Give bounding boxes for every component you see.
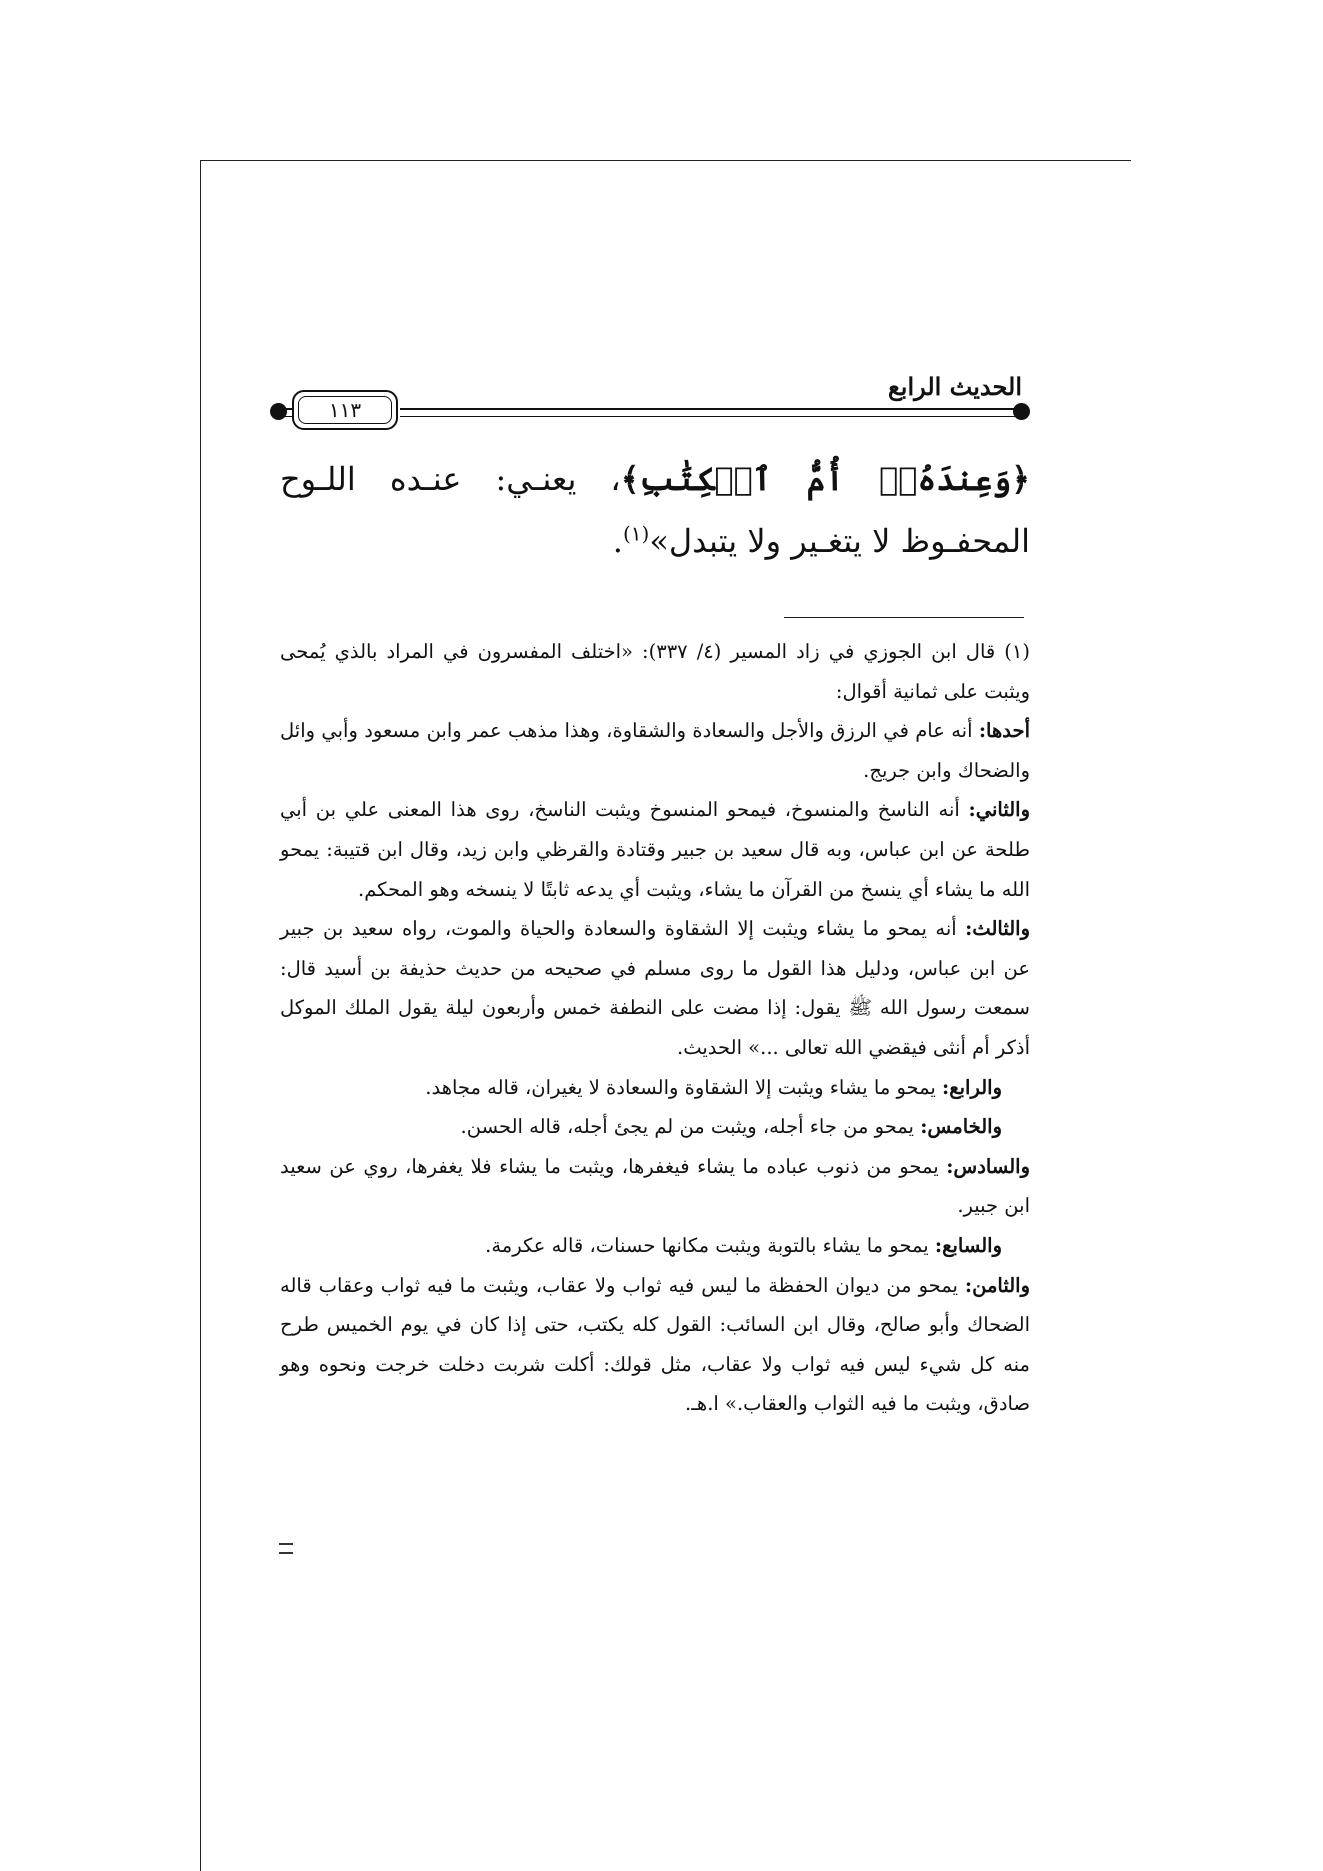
- main-end: .: [612, 522, 623, 560]
- section-end-mark: [279, 1543, 293, 1554]
- footnote-intro: (١) قال ابن الجوزي في زاد المسير (٤/ ٣٣٧): «اختلف المفسرون في المراد بالذي يُمحى ويثبت على ثمانية أقوال:: [280, 640, 1030, 703]
- quran-quote: ﴿وَعِندَهُۥٓ أُمُّ ٱلۡكِتَٰبِ﴾: [620, 460, 1031, 498]
- footnote-item: [280, 790, 1030, 909]
- main-text: [280, 448, 1030, 572]
- page-frame-left-line: [200, 160, 201, 1871]
- item-label: والسادس:: [946, 1154, 1030, 1178]
- item-label: أحدها:: [978, 719, 1030, 743]
- main-body: ، يعنـي: عنـده اللـوح المحفـوظ لا يتغـير ولا يتبدل»: [280, 460, 1030, 560]
- item-text: يمحو من جاء أجله، ويثبت من لم يجئ أجله، قاله الحسن.: [460, 1115, 921, 1139]
- footnote-item: [280, 711, 1030, 790]
- footnote-item: [280, 1147, 1030, 1226]
- footnote-separator: [784, 617, 1024, 618]
- item-text: أنه الناسخ والمنسوخ، فيمحو المنسوخ ويثبت الناسخ، روى هذا المعنى علي بن أبي طلحة عن ابن عباس، وبه قال سعيد بن جبير وقتادة والقرظي وابن زيد، وقال ابن قتيبة: يمحو الله ما يشاء أي ينسخ من القرآن ما يشاء، ويثبت أي يدعه ثابتًا لا ينسخه وهو المحكم.: [280, 798, 1030, 901]
- footnote-item: [280, 1068, 1030, 1108]
- item-text: يمحو ما يشاء ويثبت إلا الشقاوة والسعادة لا يغيران، قاله مجاهد.: [425, 1075, 943, 1099]
- footnotes: [280, 632, 1030, 1424]
- page-header: [270, 372, 1030, 442]
- running-title: الحديث الرابع: [887, 372, 1022, 401]
- page-number-box: [292, 390, 398, 430]
- item-label: والسابع:: [934, 1233, 1002, 1257]
- item-label: والثالث:: [965, 917, 1030, 941]
- item-text: يمحو من ديوان الحفظة ما ليس فيه ثواب ولا عقاب، ويثبت ما فيه ثواب وعقاب قاله الضحاك وأبو صالح، وقال ابن السائب: القول كله يكتب، حتى إذا كان في يوم الخميس طرح منه كل شيء ليس فيه ثواب ولا عقاب، مثل قولك: أكلت شربت دخلت خرجت ونحوه وهو صادق، ويثبت ما فيه الثواب والعقاب.» ا.هـ.: [280, 1273, 1030, 1416]
- header-double-rule: [400, 408, 1018, 417]
- item-label: والخامس:: [920, 1115, 1002, 1139]
- item-label: والثامن:: [964, 1273, 1030, 1297]
- footnote-item: [280, 1107, 1030, 1147]
- item-label: والرابع:: [942, 1075, 1002, 1099]
- item-text: يمحو ما يشاء بالتوبة ويثبت مكانها حسنات، قاله عكرمة.: [485, 1233, 935, 1257]
- ornament-dot-right: [1013, 403, 1030, 420]
- footnote-item: [280, 1266, 1030, 1424]
- footnote-ref: (١): [622, 521, 650, 546]
- footnote-item: [280, 1226, 1030, 1266]
- page-number: ١١٣: [328, 398, 362, 422]
- item-text: أنه يمحو ما يشاء ويثبت إلا الشقاوة والسعادة والحياة والموت، رواه سعيد بن جبير عن ابن عباس، ودليل هذا القول ما روى مسلم في صحيحه من حديث حذيفة بن أسيد قال: سمعت رسول الله ﷺ يقول: إذا مضت على النطفة خمس وأربعون ليلة يقول الملك الموكل أذكر أم أنثى فيقضي الله تعالى ...» الحديث.: [280, 917, 1030, 1059]
- footnote-item: [280, 909, 1030, 1067]
- item-text: أنه عام في الرزق والأجل والسعادة والشقاوة، وهذا مذهب عمر وابن مسعود وأبي وائل والضحاك وابن جريج.: [280, 719, 1030, 782]
- item-text: يمحو من ذنوب عباده ما يشاء فيغفرها، ويثبت ما يشاء فلا يغفرها، روي عن سعيد ابن جبير.: [280, 1154, 1030, 1218]
- item-label: والثاني:: [968, 798, 1030, 822]
- page-frame-top-line: [200, 160, 1131, 161]
